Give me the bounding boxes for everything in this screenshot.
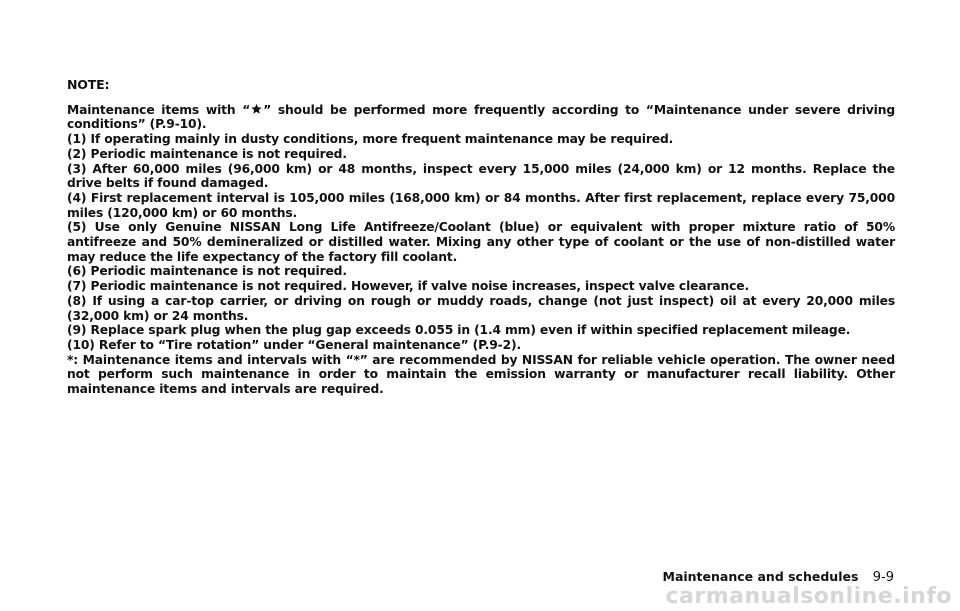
note-item-2: (2) Periodic maintenance is not required. (67, 146, 347, 161)
star-icon (250, 103, 263, 115)
note-item-6: (6) Periodic maintenance is not required. (67, 264, 347, 279)
note-item-5: (5) Use only Genuine NISSAN Long Life Antifreeze/Coolant (blue) or equivalent with proper mixture ratio of 50% antifreeze and 50% demineralized or distilled water. Mixing any other type of coolant or the use of non-distilled water may reduce the life expectancy of the factory fill coolant. (67, 220, 895, 264)
note-item-3: (3) After 60,000 miles (96,000 km) or 48 months, inspect every 15,000 miles (24,000 km) or 12 months. Replace the drive belts if found damaged. (67, 161, 895, 191)
note-item-9: (9) Replace spark plug when the plug gap exceeds 0.055 in (1.4 mm) even if within specified replacement mileage. (67, 323, 851, 338)
severe-note-text-after: ” should be performed more frequently according to “Maintenance under severe driving conditions” (P.9-10). (67, 102, 895, 132)
page-footer (663, 569, 895, 585)
watermark: carmanualsonline.info (665, 584, 952, 609)
severe-note-text-before: Maintenance items with “ (67, 102, 251, 117)
note-heading: NOTE: (67, 77, 110, 92)
severe-conditions-note (67, 103, 895, 132)
asterisk-note: *: Maintenance items and intervals with “*” are recommended by NISSAN for reliable vehicle operation. The owner need not perform such maintenance in order to maintain the emission warranty or manufacturer recall liability. Other maintenance items and intervals are required. (67, 352, 895, 397)
note-item-7: (7) Periodic maintenance is not required. However, if valve noise increases, inspect valve clearance. (67, 279, 749, 294)
note-item-1: (1) If operating mainly in dusty conditions, more frequent maintenance may be required. (67, 132, 674, 147)
footer-section-title: Maintenance and schedules (662, 569, 859, 584)
maintenance-notes (67, 78, 895, 397)
footer-page-number: 9-9 (872, 570, 894, 585)
note-item-8: (8) If using a car-top carrier, or driving on rough or muddy roads, change (not just inspect) oil at every 20,000 miles (32,000 km) or 24 months. (67, 293, 895, 323)
note-item-10: (10) Refer to “Tire rotation” under “General maintenance” (P.9-2). (67, 337, 522, 352)
note-item-4: (4) First replacement interval is 105,000 miles (168,000 km) or 84 months. After first replacement, replace every 75,000 miles (120,000 km) or 60 months. (67, 190, 895, 220)
